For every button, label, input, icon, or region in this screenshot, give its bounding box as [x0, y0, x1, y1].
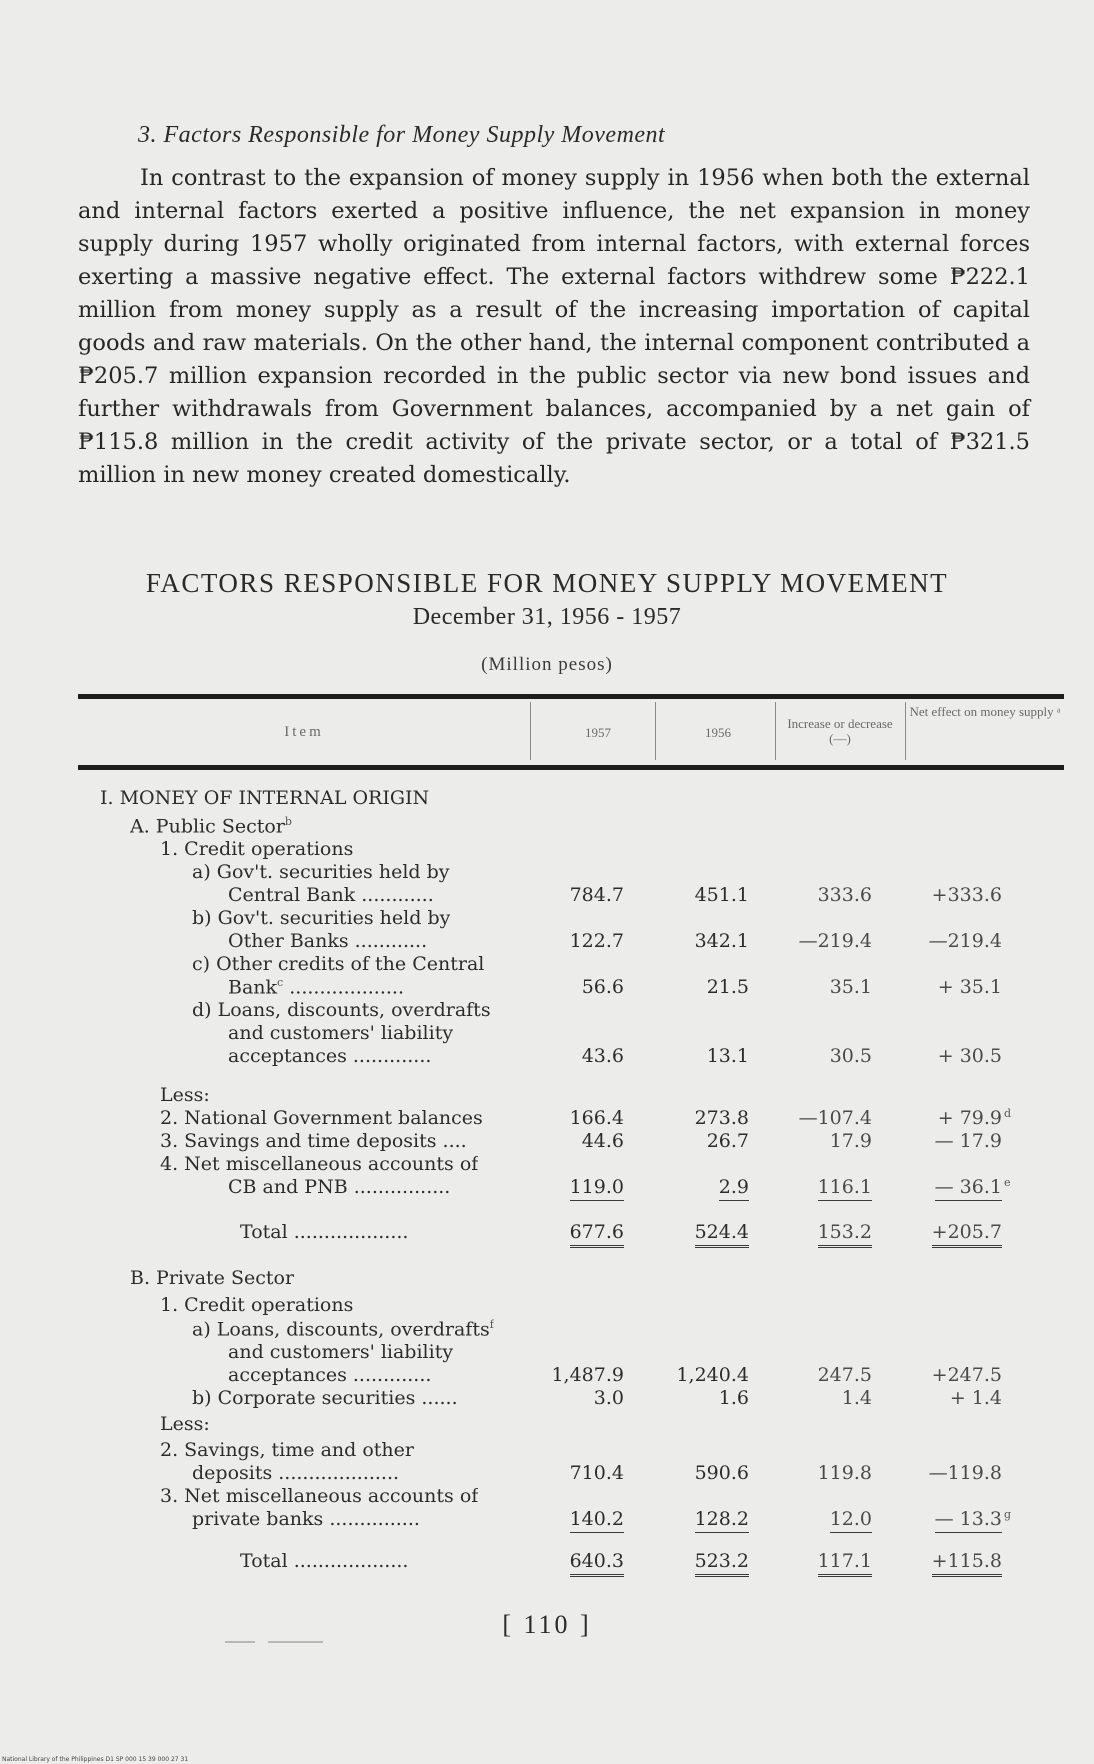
cell-change [818, 1364, 872, 1386]
cell-1957 [570, 1107, 624, 1129]
cell-net-effect-value: +333.6 [931, 884, 1002, 906]
table-row [0, 1107, 1094, 1131]
cell-1957-value: 44.6 [581, 1130, 624, 1152]
table-row [0, 930, 1094, 954]
cell-net-effect [938, 1045, 1002, 1067]
cell-1956 [695, 1550, 749, 1572]
cell-1956 [707, 976, 749, 998]
row-label [228, 976, 404, 998]
table-unit: (Million pesos) [481, 654, 613, 675]
cell-1956 [695, 930, 749, 952]
table-row [0, 1550, 1094, 1574]
cell-net-effect [932, 1221, 1002, 1243]
row-label-text: c) Other credits of the Central [192, 953, 485, 975]
section-heading: 3. Factors Responsible for Money Supply Movement [138, 122, 666, 148]
row-label-text: 3. Net miscellaneous accounts of [160, 1485, 479, 1507]
cell-net-effect [932, 884, 1002, 906]
cell-change [830, 1508, 872, 1530]
cell-change-value: —219.4 [798, 930, 872, 952]
cell-change-value: 117.1 [818, 1550, 872, 1577]
row-label [240, 1550, 408, 1572]
cell-1956-value: 26.7 [706, 1130, 749, 1152]
header-divider [530, 702, 531, 760]
row-label [228, 1176, 450, 1198]
row-label [130, 815, 292, 837]
cell-1957-value: 677.6 [570, 1221, 624, 1248]
cell-1956 [719, 1176, 749, 1198]
cell-change [830, 1130, 872, 1152]
cell-1957-value: 122.7 [569, 930, 624, 952]
leader-dots: ................... [283, 976, 405, 999]
row-label-text: b) Gov't. securities held by [192, 907, 451, 929]
cell-net-effect [950, 1387, 1002, 1409]
cell-change-value: 35.1 [829, 976, 872, 998]
cell-1957-value: 140.2 [570, 1508, 624, 1533]
cell-1957-value: 166.4 [569, 1107, 624, 1129]
row-label-text: Central Bank ............ [228, 884, 434, 906]
row-label-text: acceptances ............. [228, 1364, 432, 1386]
row-label [100, 787, 429, 809]
cell-net-effect-value: —219.4 [928, 930, 1002, 952]
cell-1957 [570, 884, 624, 906]
cell-1956-value: 273.8 [694, 1107, 749, 1129]
row-label [160, 1439, 414, 1461]
cell-1957-value: 640.3 [570, 1550, 624, 1577]
header-1957: 1957 [585, 725, 611, 740]
smudge-mark [268, 1641, 323, 1643]
body-paragraph: In contrast to the expansion of money supply in 1956 when both the external and internal factors exerted a positive influence, the net expansion in money supply during 1957 wholly originated from internal factors, with external forces exerting a massive negative effect. The external factors withdrew some ₱222.1 million from money supply as a result of the increasing importation of capital goods and raw materials. On the other hand, the internal component contributed a ₱205.7 million expansion recorded in the public sector via new bond issues and further withdrawals from Government balances, accompanied by a net gain of ₱115.8 million in the credit activity of the private sector, or a total of ₱321.5 million in new money created domestically. [78, 165, 1030, 488]
row-label [160, 1153, 478, 1175]
row-label-text: and customers' liability [228, 1341, 454, 1363]
table-row [0, 1485, 1094, 1509]
row-label-text: Bank [228, 976, 278, 999]
cell-net-effect [934, 1176, 1011, 1198]
row-label [160, 1413, 210, 1435]
table-row [0, 1413, 1094, 1437]
cell-change-value: 12.0 [830, 1508, 872, 1533]
cell-1956-value: 128.2 [695, 1508, 749, 1533]
row-label [228, 884, 434, 906]
row-label-text: 3. Savings and time deposits .... [160, 1130, 467, 1152]
table-row [0, 1439, 1094, 1463]
row-label [160, 1130, 467, 1152]
cell-1956-value: 1.6 [718, 1387, 749, 1409]
cell-change-value: 153.2 [818, 1221, 872, 1248]
row-label [192, 1508, 420, 1530]
cell-net-effect [929, 1462, 1002, 1484]
cell-1956 [707, 1045, 749, 1067]
row-label-text: 2. Savings, time and other [160, 1439, 414, 1461]
table-row [0, 1130, 1094, 1154]
table-row [0, 861, 1094, 885]
footnote-marker: c [277, 976, 284, 989]
cell-change-value: —107.4 [798, 1107, 872, 1129]
cell-1956-value: 1,240.4 [676, 1364, 749, 1386]
cell-change [818, 1176, 872, 1198]
table-header-rule [78, 765, 1064, 770]
row-label [228, 1341, 453, 1363]
row-label-text: Total ................... [240, 1221, 409, 1243]
header-change: Increase or decrease (—) [787, 716, 893, 746]
footnote-marker: d [1004, 1107, 1012, 1120]
cell-1957-value: 784.7 [569, 884, 624, 906]
cell-1956 [707, 1130, 749, 1152]
cell-net-effect-value: + 79.9 [937, 1107, 1002, 1129]
table-row [0, 1084, 1094, 1108]
cell-1957 [570, 1221, 624, 1243]
cell-net-effect-value: —119.8 [928, 1462, 1002, 1484]
cell-1956 [719, 1387, 749, 1409]
row-label [192, 907, 450, 929]
page-number: [ 110 ] [502, 1610, 592, 1639]
cell-1956-value: 523.2 [695, 1550, 749, 1577]
cell-1957-value: 710.4 [569, 1462, 624, 1484]
cell-1956-value: 590.6 [694, 1462, 749, 1484]
cell-1957-value: 119.0 [570, 1176, 624, 1201]
table-row [0, 1364, 1094, 1388]
cell-1957 [570, 1550, 624, 1572]
cell-net-effect-value: + 30.5 [937, 1045, 1002, 1067]
row-label-text: a) Gov't. securities held by [192, 861, 450, 883]
cell-net-effect [932, 1550, 1002, 1572]
row-label-text: and customers' liability [228, 1022, 454, 1044]
cell-change [799, 930, 872, 952]
row-label [160, 838, 353, 860]
table-row [0, 907, 1094, 931]
cell-1956 [695, 1221, 749, 1243]
row-label [192, 999, 491, 1021]
table-row [0, 1318, 1094, 1342]
row-label-text: d) Loans, discounts, overdrafts [192, 999, 491, 1021]
table-row [0, 1508, 1094, 1532]
table-row [0, 953, 1094, 977]
cell-1957 [570, 1508, 624, 1530]
cell-1957 [582, 1130, 624, 1152]
cell-1957-value: 56.6 [581, 976, 624, 998]
cell-1956-value: 524.4 [695, 1221, 749, 1248]
table-row [0, 1267, 1094, 1291]
cell-1957 [582, 976, 624, 998]
footnote-marker: b [284, 815, 292, 828]
cell-1956-value: 342.1 [694, 930, 749, 952]
row-label-text: 1. Credit operations [160, 1294, 354, 1316]
row-label [192, 953, 484, 975]
row-label-text: CB and PNB ................ [228, 1176, 451, 1198]
row-label [160, 1107, 483, 1129]
row-label-text: Less: [160, 1413, 210, 1435]
cell-1956-value: 21.5 [706, 976, 749, 998]
table-top-rule [78, 694, 1064, 699]
row-label [192, 861, 450, 883]
cell-1957 [570, 930, 624, 952]
row-label [228, 1045, 431, 1067]
cell-change [830, 1045, 872, 1067]
row-label-text: a) Loans, discounts, overdrafts [192, 1318, 490, 1341]
cell-1957 [594, 1387, 624, 1409]
row-label-text: 2. National Government balances [160, 1107, 483, 1129]
cell-change-value: 247.5 [817, 1364, 872, 1386]
cell-change-value: 17.9 [829, 1130, 872, 1152]
row-label-text: B. Private Sector [130, 1267, 295, 1289]
header-item: Item [284, 724, 324, 740]
row-label [240, 1221, 408, 1243]
row-label [160, 1084, 210, 1106]
cell-change [799, 1107, 872, 1129]
row-label-text: private banks ............... [192, 1508, 420, 1530]
row-label [192, 1318, 494, 1340]
cell-net-effect-value: +205.7 [932, 1221, 1002, 1248]
row-label-text: Less: [160, 1084, 210, 1106]
table-row [0, 884, 1094, 908]
cell-1957 [570, 1176, 624, 1198]
cell-change-value: 30.5 [829, 1045, 872, 1067]
cell-change [818, 1221, 872, 1243]
row-label [228, 1364, 431, 1386]
table-title: FACTORS RESPONSIBLE FOR MONEY SUPPLY MOVEMENT [145, 568, 949, 598]
row-label-text: deposits .................... [192, 1462, 400, 1484]
table-row [0, 976, 1094, 1000]
table-row [0, 999, 1094, 1023]
row-label [192, 1387, 458, 1409]
table-row [0, 1045, 1094, 1069]
cell-net-effect-value: + 1.4 [949, 1387, 1002, 1409]
header-divider [655, 702, 656, 760]
footnote-marker: e [1004, 1176, 1011, 1189]
row-label-text: I. MONEY OF INTERNAL ORIGIN [100, 787, 430, 809]
cell-change [818, 1550, 872, 1572]
table-row [0, 815, 1094, 839]
table-row [0, 787, 1094, 811]
cell-change [818, 1462, 872, 1484]
cell-change [818, 884, 872, 906]
cell-1957 [570, 1462, 624, 1484]
archive-stamp: National Library of the Philippines D1 SP 000 15 39 000 27 31 [2, 1756, 189, 1763]
cell-net-effect-value: + 35.1 [937, 976, 1002, 998]
row-label [228, 1022, 453, 1044]
cell-net-effect [935, 1130, 1002, 1152]
cell-1957 [582, 1045, 624, 1067]
table-row [0, 1294, 1094, 1318]
cell-net-effect-value: — 13.3 [935, 1508, 1002, 1533]
cell-change-value: 119.8 [817, 1462, 872, 1484]
row-label-text: Total ................... [240, 1550, 409, 1572]
row-label-text: Other Banks ............ [228, 930, 428, 952]
cell-change-value: 116.1 [818, 1176, 872, 1201]
cell-1957-value: 1,487.9 [551, 1364, 624, 1386]
row-label-text: acceptances ............. [228, 1045, 432, 1067]
cell-net-effect-value: — 36.1 [935, 1176, 1002, 1201]
row-label [160, 1485, 478, 1507]
cell-1956-value: 2.9 [719, 1176, 749, 1201]
cell-change [842, 1387, 872, 1409]
footnote-marker: g [1004, 1508, 1012, 1521]
cell-1957 [551, 1364, 624, 1386]
row-label-text: 4. Net miscellaneous accounts of [160, 1153, 479, 1175]
cell-change-value: 333.6 [817, 884, 872, 906]
cell-net-effect-value: +247.5 [931, 1364, 1002, 1386]
table-subtitle: December 31, 1956 - 1957 [412, 604, 682, 630]
cell-change-value: 1.4 [841, 1387, 872, 1409]
row-label-text: b) Corporate securities ...... [192, 1387, 458, 1409]
header-net-effect: Net effect on money supply ᵃ [909, 704, 1061, 719]
table-row [0, 1022, 1094, 1046]
cell-net-effect [929, 930, 1002, 952]
table-row [0, 1153, 1094, 1177]
row-label-text: A. Public Sector [130, 815, 285, 838]
footnote-marker: f [489, 1318, 494, 1331]
row-label-text: 1. Credit operations [160, 838, 354, 860]
table-row [0, 1176, 1094, 1200]
header-1956: 1956 [705, 725, 731, 740]
cell-net-effect [932, 1364, 1002, 1386]
smudge-mark [225, 1641, 255, 1643]
cell-net-effect [934, 1508, 1012, 1530]
table-row [0, 838, 1094, 862]
row-label [192, 1462, 399, 1484]
row-label [160, 1294, 353, 1316]
table-row [0, 1221, 1094, 1245]
cell-net-effect-value: — 17.9 [934, 1130, 1002, 1152]
cell-1956 [676, 1364, 749, 1386]
row-label [130, 1267, 294, 1289]
cell-1956 [695, 1462, 749, 1484]
cell-1957-value: 3.0 [593, 1387, 624, 1409]
cell-1956 [695, 1107, 749, 1129]
table-row [0, 1387, 1094, 1411]
cell-1956 [695, 884, 749, 906]
cell-1956-value: 13.1 [706, 1045, 749, 1067]
row-label [228, 930, 427, 952]
cell-net-effect [937, 1107, 1012, 1129]
cell-1956 [695, 1508, 749, 1530]
cell-1956-value: 451.1 [694, 884, 749, 906]
table-row [0, 1341, 1094, 1365]
cell-net-effect [938, 976, 1002, 998]
table-row [0, 1462, 1094, 1486]
cell-1957-value: 43.6 [581, 1045, 624, 1067]
cell-net-effect-value: +115.8 [932, 1550, 1002, 1577]
cell-change [830, 976, 872, 998]
